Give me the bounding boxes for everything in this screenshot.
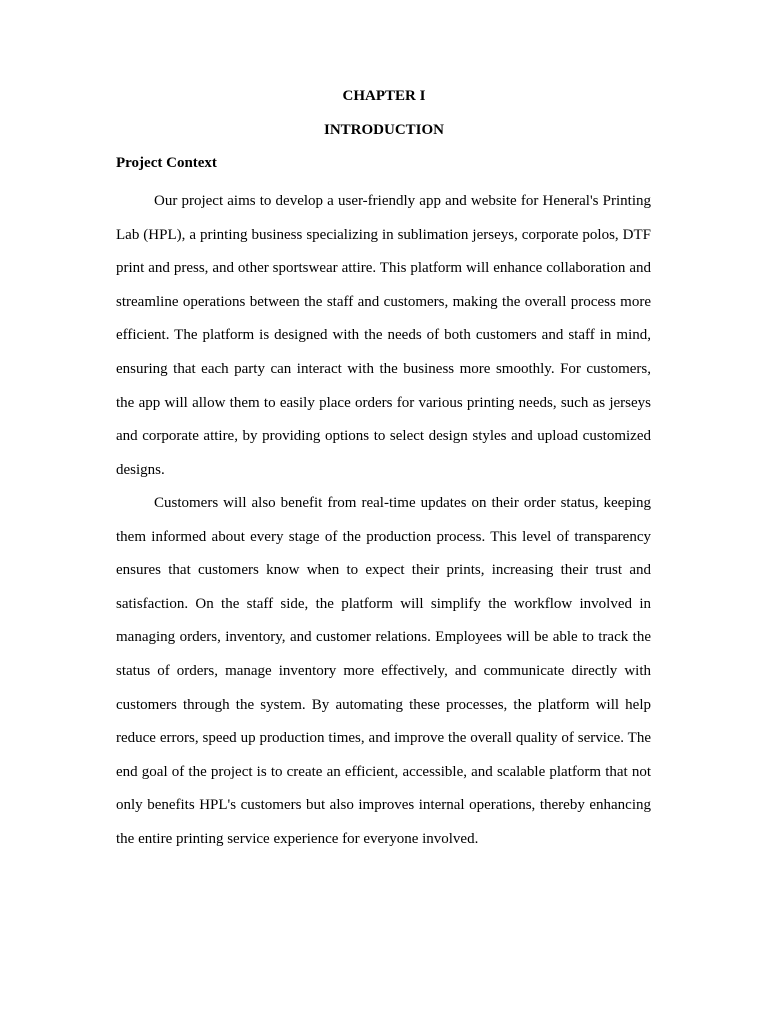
paragraph: Customers will also benefit from real-time updates on their order status, keeping them informed about every stage of the production process. This level of transparency ensures that customers know when to expect their prints, increasing their trust and satisfaction. On the staff side, the platform will simplify the workflow involved in managing orders, inventory, and customer relations. Employees will be able to track the status of orders, manage inventory more effectively, and communicate directly with customers through the system. By automating these processes, the platform will help reduce errors, speed up production times, and improve the overall quality of service. The end goal of the project is to create an efficient, accessible, and scalable platform that not only benefits HPL's customers but also improves internal operations, thereby enhancing the entire printing service experience for everyone involved. (116, 495, 651, 847)
paragraph-block (116, 185, 651, 487)
paragraph-block (116, 487, 651, 857)
paragraph: Our project aims to develop a user-friendly app and website for Heneral's Printing Lab (HPL), a printing business specializing in sublimation jerseys, corporate polos, DTF print and press, and other sportswear attire. This platform will enhance collaboration and streamline operations between the staff and customers, making the overall process more efficient. The platform is designed with the needs of both customers and staff in mind, ensuring that each party can interact with the business more smoothly. For customers, the app will allow them to easily place orders for various printing needs, such as jerseys and corporate attire, by providing options to select design styles and upload customized designs. (116, 193, 651, 478)
section-heading: Project Context (116, 155, 217, 171)
chapter-label: CHAPTER I (342, 88, 426, 104)
chapter-title: INTRODUCTION (323, 122, 444, 138)
